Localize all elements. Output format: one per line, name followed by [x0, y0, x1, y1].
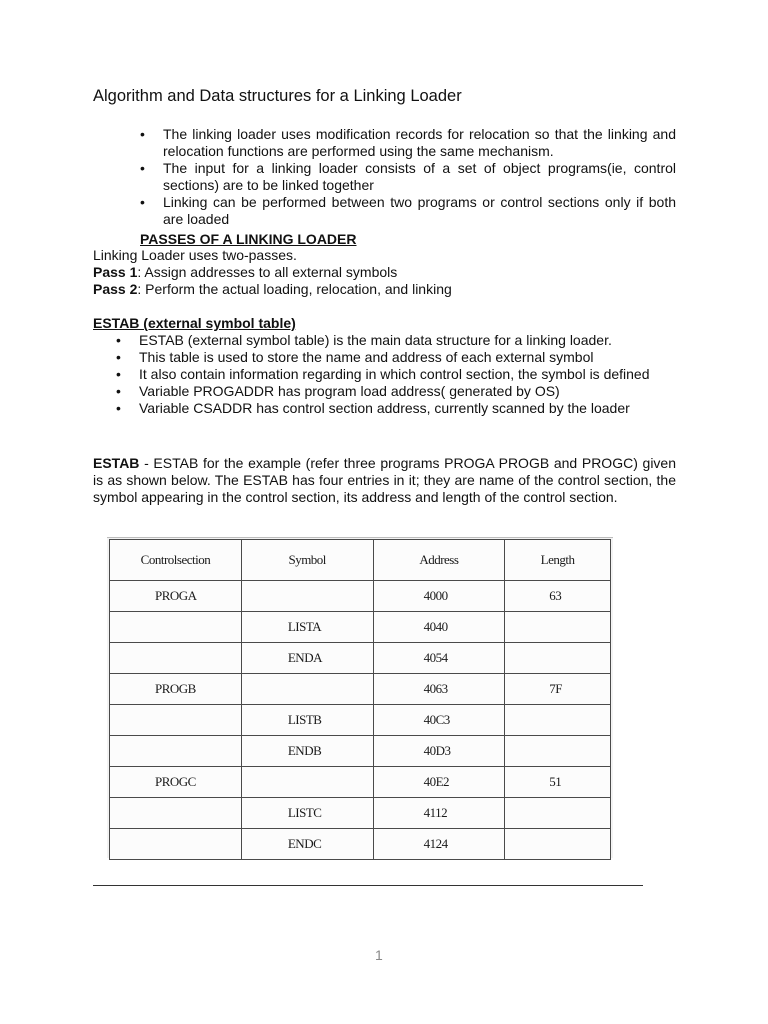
- pass-2-label: Pass 2: [93, 281, 138, 297]
- table-row: [110, 767, 611, 798]
- cell-address: 40E2: [373, 767, 505, 798]
- passes-heading: PASSES OF A LINKING LOADER: [140, 231, 357, 247]
- cell-length: 7F: [505, 674, 611, 705]
- estab-bullet-item: • Variable CSADDR has control section address, currently scanned by the loader: [116, 400, 676, 417]
- header-control-section: Controlsection: [110, 540, 242, 581]
- table-row: [110, 674, 611, 705]
- pass-2-line: [93, 281, 452, 298]
- cell-control-section: [110, 705, 242, 736]
- page-number: 1: [375, 947, 383, 963]
- cell-length: [505, 705, 611, 736]
- cell-control-section: [110, 798, 242, 829]
- pass-2-text: : Perform the actual loading, relocation, and linking: [137, 281, 452, 297]
- estab-bullet-list: [116, 332, 676, 417]
- table-row: [110, 643, 611, 674]
- cell-length: [505, 736, 611, 767]
- pass-1-label: Pass 1: [93, 264, 138, 280]
- table-row: [110, 798, 611, 829]
- cell-address: 4112: [373, 798, 505, 829]
- header-symbol: Symbol: [241, 540, 373, 581]
- cell-length: [505, 798, 611, 829]
- intro-bullet-item: • Linking can be performed between two programs or control sections only if both are loaded: [140, 194, 676, 228]
- cell-symbol: [241, 581, 373, 612]
- page-title: Algorithm and Data structures for a Linking Loader: [93, 87, 462, 105]
- cell-symbol: LISTA: [241, 612, 373, 643]
- cell-symbol: ENDA: [241, 643, 373, 674]
- cell-symbol: [241, 767, 373, 798]
- cell-length: 63: [505, 581, 611, 612]
- cell-control-section: PROGB: [110, 674, 242, 705]
- cell-address: 4040: [373, 612, 505, 643]
- estab-bullet-item: • It also contain information regarding in which control section, the symbol is defined: [116, 366, 676, 383]
- cell-address: 4063: [373, 674, 505, 705]
- cell-control-section: [110, 829, 242, 860]
- table-row: [110, 829, 611, 860]
- cell-symbol: LISTB: [241, 705, 373, 736]
- footer-divider: [93, 885, 643, 886]
- cell-address: 4054: [373, 643, 505, 674]
- cell-control-section: [110, 736, 242, 767]
- cell-symbol: ENDB: [241, 736, 373, 767]
- header-address: Address: [373, 540, 505, 581]
- table-row: [110, 705, 611, 736]
- cell-address: 4124: [373, 829, 505, 860]
- cell-symbol: LISTC: [241, 798, 373, 829]
- pass-1-text: : Assign addresses to all external symbols: [137, 264, 398, 280]
- table-row: [110, 736, 611, 767]
- estab-paragraph-label: ESTAB: [93, 455, 140, 471]
- table-row: [110, 612, 611, 643]
- estab-bullet-item: • Variable PROGADDR has program load address( generated by OS): [116, 383, 676, 400]
- passes-intro: Linking Loader uses two-passes.: [93, 247, 297, 263]
- cell-length: [505, 612, 611, 643]
- cell-address: 40C3: [373, 705, 505, 736]
- estab-heading: ESTAB (external symbol table): [93, 315, 296, 331]
- cell-symbol: [241, 674, 373, 705]
- estab-paragraph: [93, 455, 676, 506]
- header-length: Length: [505, 540, 611, 581]
- cell-control-section: [110, 612, 242, 643]
- estab-bullet-item: • ESTAB (external symbol table) is the main data structure for a linking loader.: [116, 332, 676, 349]
- estab-bullet-item: • This table is used to store the name and address of each external symbol: [116, 349, 676, 366]
- intro-bullet-item: • The linking loader uses modification records for relocation so that the linking and relocation functions are performed using the same mechanism.: [140, 126, 676, 160]
- cell-control-section: [110, 643, 242, 674]
- cell-control-section: PROGA: [110, 581, 242, 612]
- cell-control-section: PROGC: [110, 767, 242, 798]
- cell-length: 51: [505, 767, 611, 798]
- cell-symbol: ENDC: [241, 829, 373, 860]
- intro-bullet-list: [140, 126, 676, 228]
- table-row: [110, 581, 611, 612]
- estab-paragraph-text: - ESTAB for the example (refer three programs PROGA PROGB and PROGC) given is as shown below. The ESTAB has four entries in it; they are name of the control section, the symbol appearing in the control section, its address and length of the control section.: [93, 455, 676, 505]
- cell-address: 4000: [373, 581, 505, 612]
- cell-length: [505, 829, 611, 860]
- pass-1-line: [93, 264, 397, 281]
- cell-length: [505, 643, 611, 674]
- estab-table: [109, 539, 611, 860]
- cell-address: 40D3: [373, 736, 505, 767]
- intro-bullet-item: • The input for a linking loader consists of a set of object programs(ie, control sections) are to be linked together: [140, 160, 676, 194]
- table-header-row: [110, 540, 611, 581]
